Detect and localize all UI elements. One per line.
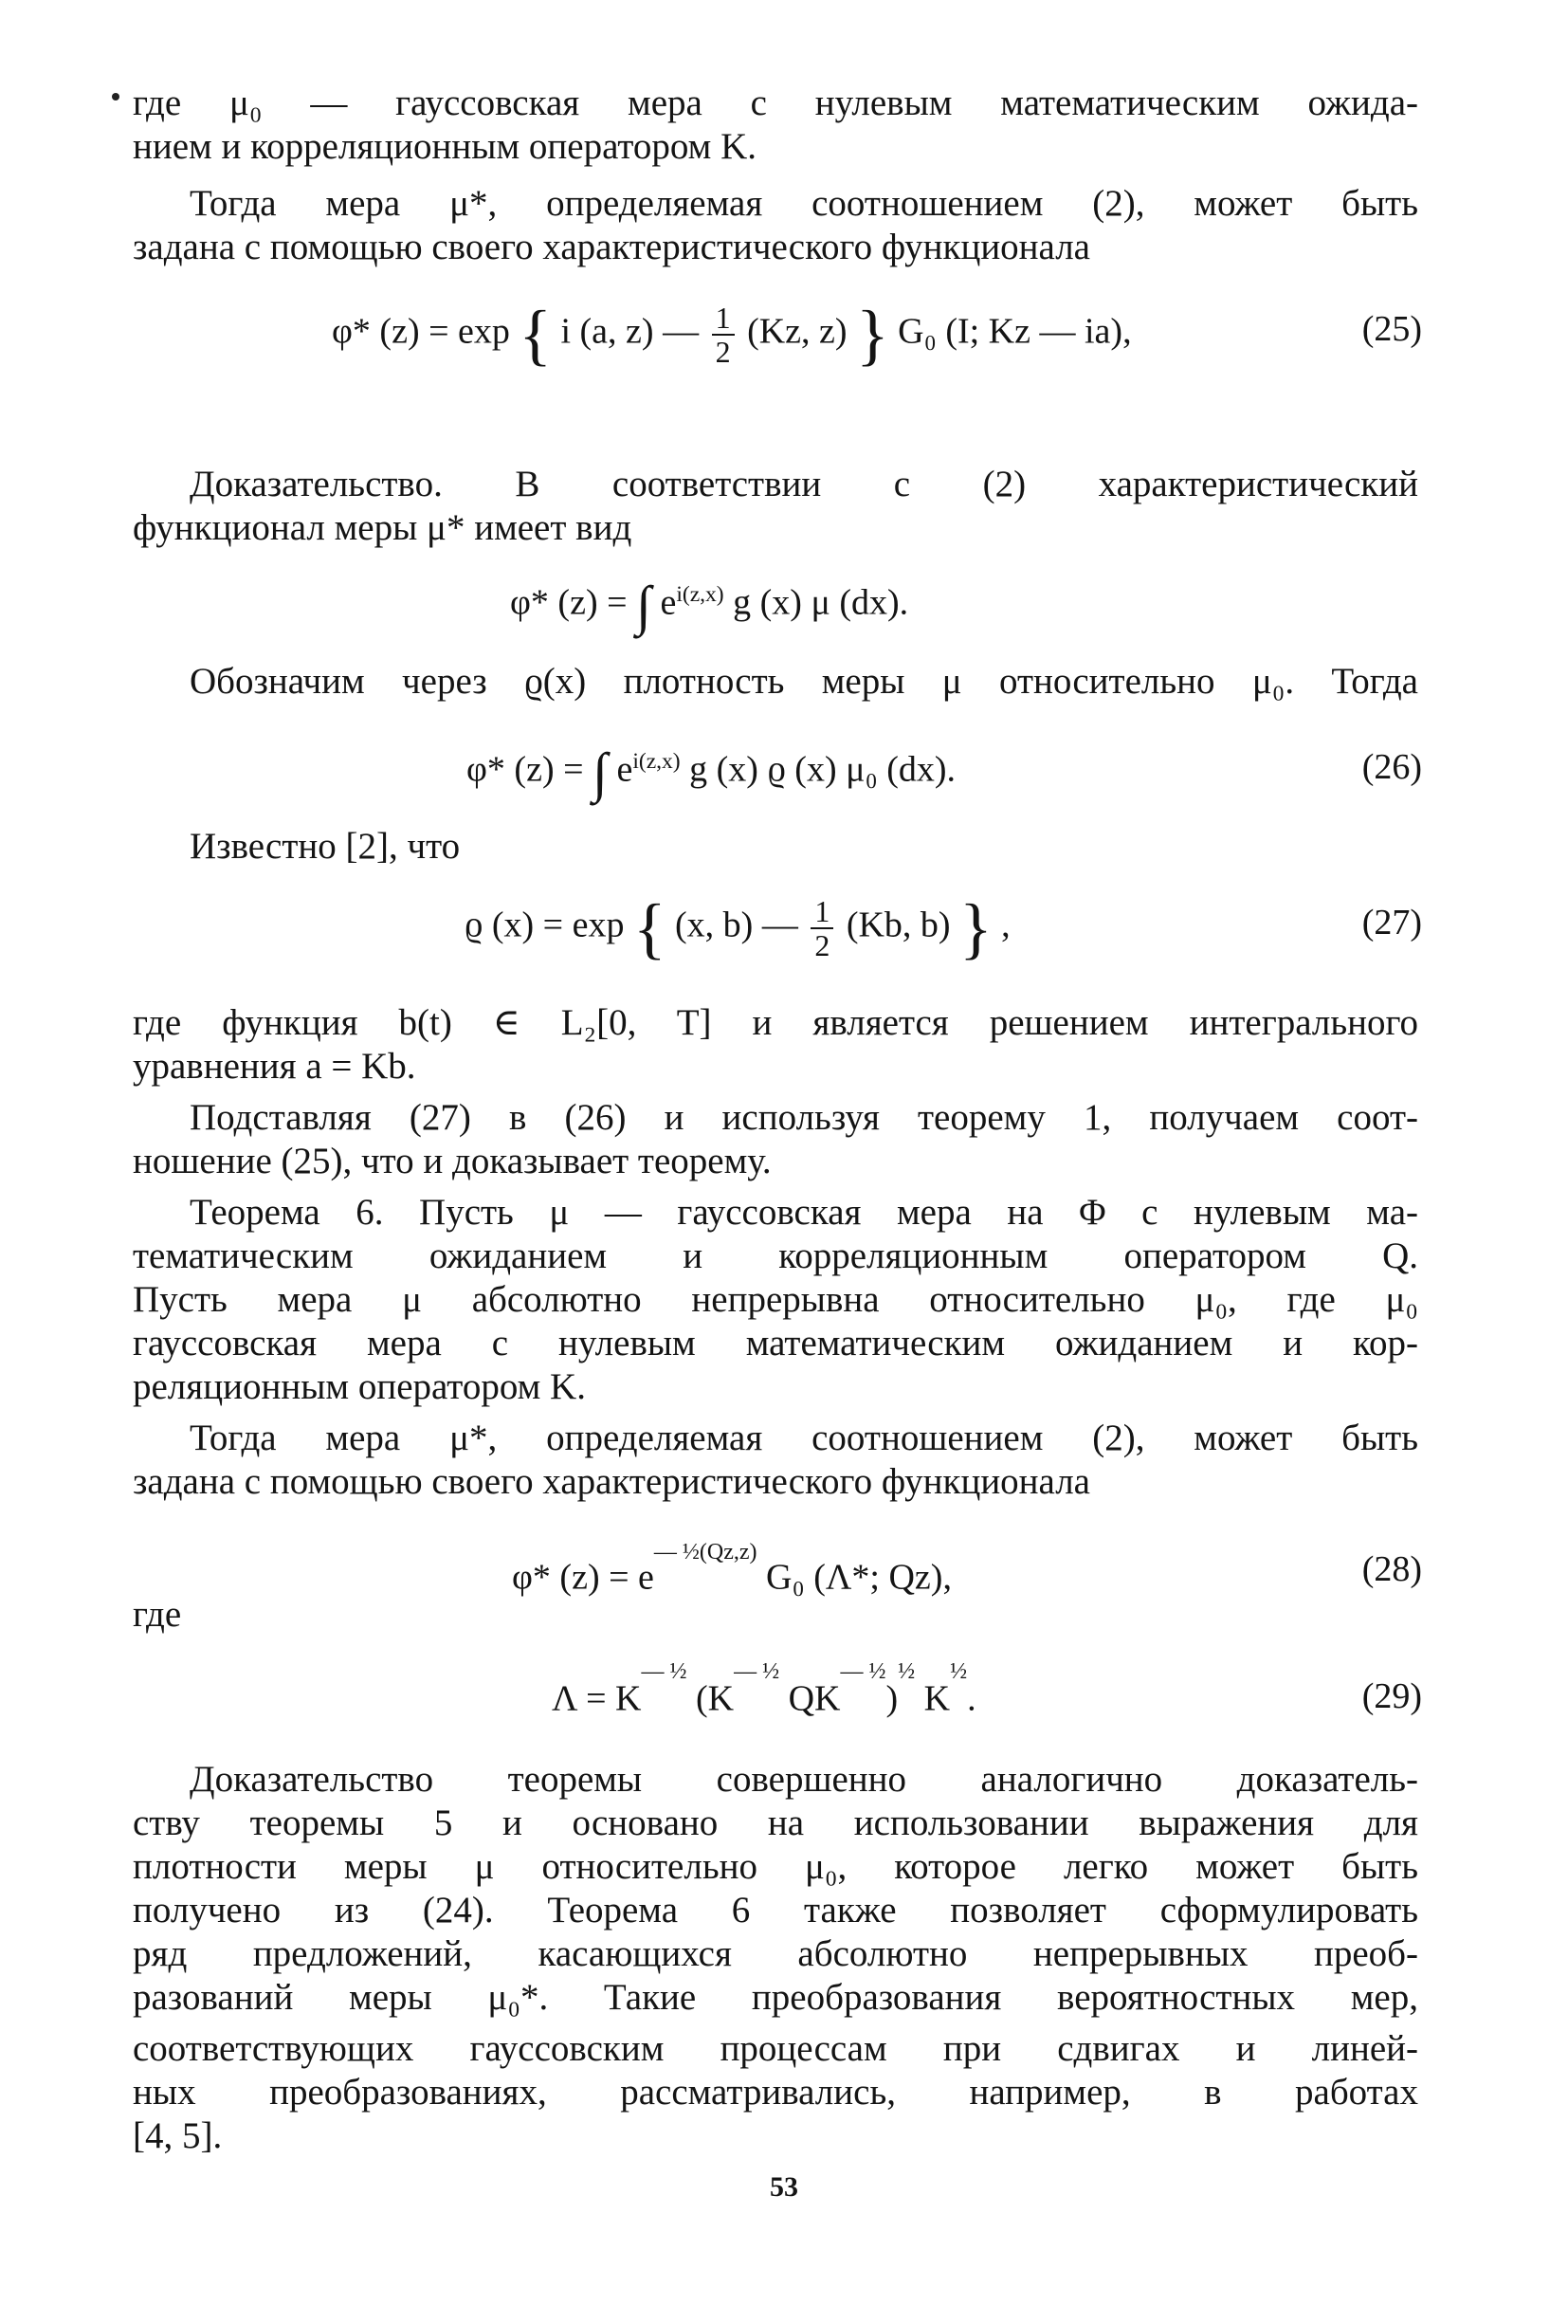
integral-sign: ∫: [636, 574, 651, 636]
text-line: Известно [2], что: [190, 826, 461, 867]
eq29-part: .: [967, 1678, 976, 1719]
text-line: ных преобразованиях, рассматривались, например, в работах: [133, 2072, 1418, 2113]
right-brace: }: [959, 890, 993, 966]
eq29-part: ): [885, 1678, 899, 1719]
text-line: Доказательство теоремы совершенно аналогично доказатель-: [190, 1759, 1418, 1800]
text-line: Подставляя (27) в (26) и используя теорему 1, получаем соот-: [190, 1097, 1418, 1138]
eq27-inner-a: (x, b) —: [675, 905, 798, 945]
eq29-part: K: [923, 1678, 951, 1719]
equation-number: (26): [1361, 747, 1422, 787]
exponential-e: e: [660, 582, 677, 623]
equation-number: (28): [1361, 1549, 1422, 1589]
fraction-numerator: 1: [712, 302, 735, 336]
left-brace: {: [519, 297, 552, 373]
text-line: гауссовская мера с нулевым математическим ожиданием и кор-: [133, 1323, 1418, 1363]
text-line: где μ₀ — гауссовская мера с нулевым математическим ожида-: [133, 82, 1418, 123]
text-line: Доказательство. В соответствии с (2) характеристический: [190, 464, 1418, 504]
text-line: Тогда мера μ*, определяемая соотношением (2), может быть: [190, 183, 1418, 224]
text-line: задана с помощью своего характеристического функционала: [133, 1461, 1090, 1502]
eq25-inner-b: (Kz, z): [747, 311, 848, 352]
fraction: [811, 895, 833, 961]
text-line: ству теоремы 5 и основано на использовании выражения для: [133, 1802, 1418, 1843]
text-line: тематическим ожиданием и корреляционным оператором Q.: [133, 1235, 1418, 1276]
equation-29: [552, 1659, 976, 1721]
eq26-rhs: g (x) ϱ (x) μ₀ (dx).: [689, 749, 957, 790]
exponent: ½: [898, 1659, 916, 1684]
exponential-e: e: [616, 749, 633, 790]
fraction: [712, 302, 735, 368]
equation-number: (25): [1361, 309, 1422, 349]
text-line: ряд предложений, касающихся абсолютно непрерывных преоб-: [133, 1933, 1418, 1974]
exponent: — ½: [840, 1659, 886, 1684]
fraction-denominator: 2: [715, 335, 731, 369]
eq25-inner-a: i (a, z) —: [560, 311, 700, 352]
exponent: ½: [950, 1659, 968, 1684]
text-line: разований меры μ₀*. Такие преобразования вероятностных мер,: [133, 1977, 1418, 2018]
equation-25: [332, 297, 1132, 373]
exponent: — ½: [641, 1659, 687, 1684]
eq28-lhs: φ* (z) = e: [512, 1557, 654, 1598]
text-line: плотности меры μ относительно μ₀, которое легко может быть: [133, 1846, 1418, 1887]
eq27-inner-b: (Kb, b): [846, 905, 951, 945]
eq27-tail: ,: [1001, 905, 1011, 945]
right-brace: }: [856, 297, 889, 373]
eq-rhs: g (x) μ (dx).: [733, 582, 909, 623]
text-line: реляционным оператором K.: [133, 1366, 586, 1407]
text-line: где: [133, 1594, 182, 1635]
text-line: Обозначим через ϱ(x) плотность меры μ относительно μ₀. Тогда: [190, 661, 1418, 702]
eq26-lhs: φ* (z) =: [466, 749, 584, 790]
eq25-tail: G₀ (I; Kz — ia),: [898, 311, 1132, 352]
integral-sign: ∫: [593, 741, 608, 803]
exponent: i(z,x): [676, 582, 724, 607]
speck-mark: [112, 93, 119, 101]
exponent: i(z,x): [632, 749, 681, 774]
text-line: соответствующих гауссовским процессам при сдвигах и линей-: [133, 2028, 1418, 2069]
text-line: уравнения a = Kb.: [133, 1046, 416, 1087]
equation-number: (27): [1361, 903, 1422, 942]
equation-26: [466, 740, 957, 803]
equation-unnumbered: [510, 573, 909, 636]
page-number: 53: [770, 2171, 798, 2203]
text-line: где функция b(t) ∈ L₂[0, T] и является решением интегрального: [133, 1002, 1418, 1043]
text-line: ношение (25), что и доказывает теорему.: [133, 1141, 772, 1181]
text-line: нием и корреляционным оператором K.: [133, 126, 757, 167]
eq25-lhs: φ* (z) = exp: [332, 311, 510, 352]
eq-lhs: φ* (z) =: [510, 582, 628, 623]
equation-number: (29): [1361, 1676, 1422, 1716]
eq29-part: (K: [695, 1678, 735, 1719]
text-line: задана с помощью своего характеристического функционала: [133, 227, 1090, 267]
text-line: [4, 5].: [133, 2115, 223, 2156]
exponent: — ½: [734, 1659, 780, 1684]
text-line: функционал меры μ* имеет вид: [133, 507, 632, 548]
eq28-rhs: G₀ (Λ*; Qz),: [766, 1557, 952, 1598]
equation-28: [512, 1540, 952, 1600]
eq27-lhs: ϱ (x) = exp: [465, 905, 625, 945]
eq29-lhs: Λ = K: [552, 1678, 642, 1719]
text-line: Пусть мера μ абсолютно непрерывна относительно μ₀, где μ₀: [133, 1279, 1418, 1320]
text-line: получено из (24). Теорема 6 также позволяет сформулировать: [133, 1890, 1418, 1931]
exponent: — ½(Qz,z): [653, 1540, 757, 1565]
fraction-denominator: 2: [814, 928, 830, 962]
eq29-part: QK: [788, 1678, 841, 1719]
text-line: Теорема 6. Пусть μ — гауссовская мера на Φ с нулевым ма-: [190, 1192, 1418, 1233]
left-brace: {: [632, 890, 666, 966]
fraction-numerator: 1: [811, 895, 833, 929]
text-line: Тогда мера μ*, определяемая соотношением (2), может быть: [190, 1418, 1418, 1458]
equation-27: [465, 890, 1011, 966]
